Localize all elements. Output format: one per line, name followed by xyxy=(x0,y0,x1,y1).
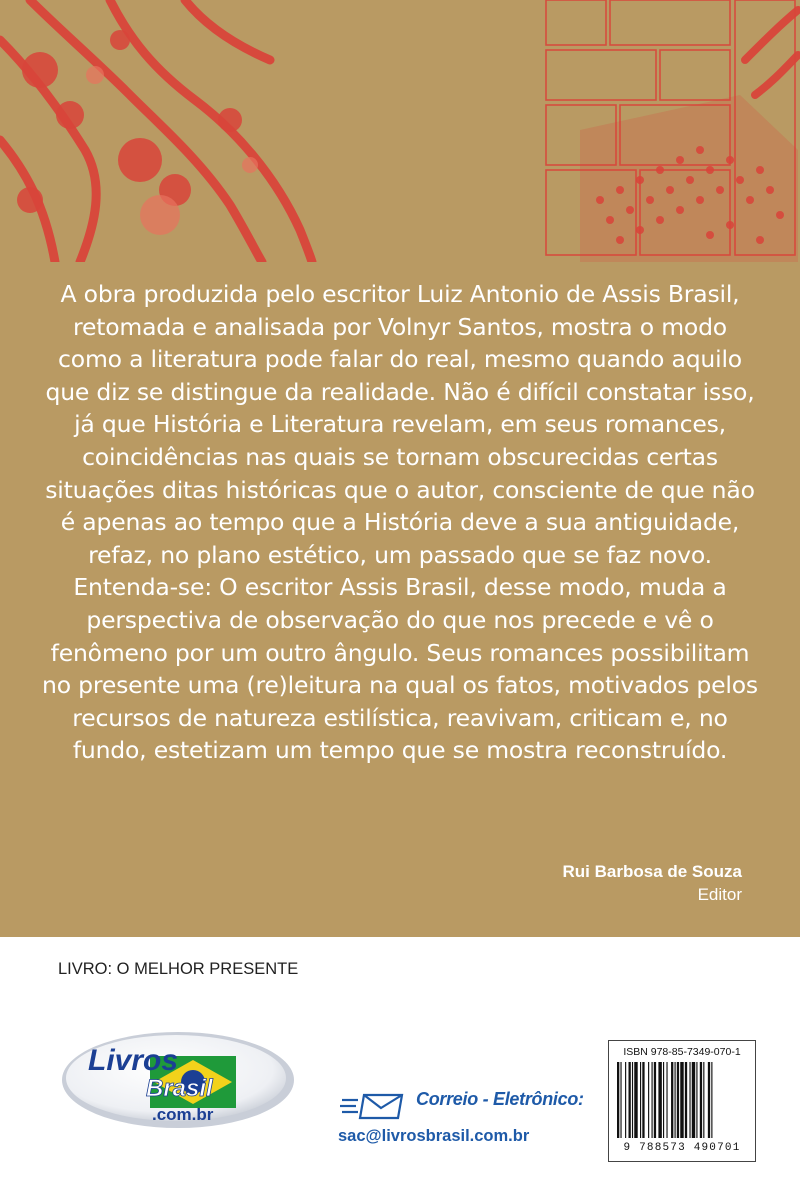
contact-email-link[interactable]: sac@livrosbrasil.com.br xyxy=(338,1127,530,1145)
barcode-bar xyxy=(708,1062,710,1138)
barcode-bar xyxy=(675,1062,676,1138)
decorative-art-right xyxy=(540,0,800,262)
livros-brasil-logo xyxy=(60,1030,296,1130)
barcode-bar xyxy=(648,1062,649,1138)
barcode-bars xyxy=(615,1062,749,1138)
barcode-bar xyxy=(617,1062,619,1138)
barcode-bar xyxy=(632,1062,633,1138)
logo-domain: .com.br xyxy=(152,1105,214,1124)
barcode-bar xyxy=(620,1062,621,1138)
barcode-bar xyxy=(680,1062,683,1138)
barcode-bar xyxy=(711,1062,712,1138)
barcode-bar xyxy=(671,1062,673,1138)
barcode-bar xyxy=(634,1062,637,1138)
isbn-label: ISBN 978-85-7349-070-1 xyxy=(623,1046,741,1058)
barcode-bar xyxy=(696,1062,697,1138)
blurb-text: A obra produzida pelo escritor Luiz Antonio de Assis Brasil, retomada e analisada por Volnyr Santos, mostra o modo como a literatura pode falar do real, mesmo quando aquilo que diz se distingue da realidade. Não é difícil constatar isso, já que História e Literatura revelam, em seus romances, coincidências nas quais se tornam obscurecidas certas situações ditas históricas que o autor, consciente de que não é apenas ao tempo que a História deve a sua antiguidade, refaz, no plano estético, um passado que se faz novo. Entenda-se: O escritor Assis Brasil, desse modo, muda a perspectiva de observação do que nos precede e vê o fenômeno por um outro ângulo. Seus romances possibilitam no presente uma (re)leitura na qual os fatos, motivados pelos recursos de natureza estilística, reavivam, criticam e, no fundo, estetizam um tempo que se mostra reconstruído. xyxy=(42,280,758,765)
barcode-bar xyxy=(689,1062,690,1138)
barcode-bar xyxy=(700,1062,702,1138)
barcode-digits: 9 788573 490701 xyxy=(623,1142,741,1154)
barcode-bar xyxy=(666,1062,667,1138)
barcode-bar xyxy=(629,1062,631,1138)
barcode-bar xyxy=(642,1062,644,1138)
logo-word-brasil: Brasil xyxy=(146,1075,213,1102)
barcode-bar xyxy=(658,1062,661,1138)
logo-word-livros: Livros xyxy=(88,1044,179,1077)
barcode-bar xyxy=(677,1062,679,1138)
editor-name: Rui Barbosa de Souza xyxy=(562,862,742,881)
barcode-bar xyxy=(685,1062,687,1138)
barcode-bar xyxy=(663,1062,664,1138)
barcode-bar xyxy=(625,1062,626,1138)
mail-icon xyxy=(340,1091,406,1121)
barcode-bar xyxy=(692,1062,695,1138)
contact-block xyxy=(336,1085,584,1155)
barcode-bar xyxy=(652,1062,653,1138)
decorative-art-left xyxy=(0,0,330,262)
slogan: LIVRO: O MELHOR PRESENTE xyxy=(58,960,299,978)
barcode-bar xyxy=(654,1062,656,1138)
isbn-barcode xyxy=(608,1040,756,1162)
barcode-bar xyxy=(640,1062,641,1138)
contact-label: Correio - Eletrônico: xyxy=(416,1089,584,1109)
editor-role: Editor xyxy=(697,885,742,904)
barcode-bar xyxy=(703,1062,704,1138)
